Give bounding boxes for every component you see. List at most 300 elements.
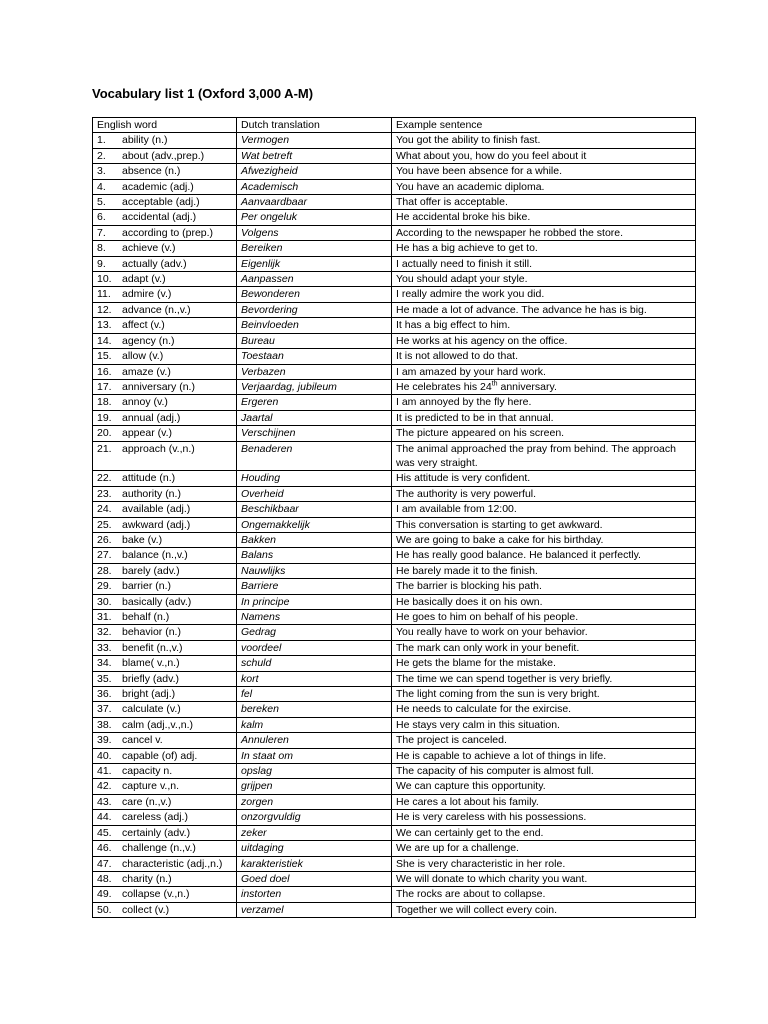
english-word-cell [93,625,237,640]
dutch-translation-cell: Nauwlijks [237,563,392,578]
example-sentence-cell [392,410,696,425]
example-sentence-cell [392,426,696,441]
example-sentence: He celebrates his 24 [396,380,492,393]
example-sentence: He is capable to achieve a lot of things in life. [396,749,607,762]
table-row [93,302,696,317]
row-number: 10. [97,273,112,286]
row-number: 28. [97,564,112,577]
dutch-translation-cell: Bevordering [237,302,392,317]
example-sentence: He gets the blame for the mistake. [396,657,556,670]
table-row [93,410,696,425]
example-sentence-cell [392,779,696,794]
row-number: 22. [97,472,112,485]
table-row [93,426,696,441]
example-sentence-cell [392,687,696,702]
dutch-translation-cell: opslag [237,764,392,779]
example-sentence-cell [392,856,696,871]
example-sentence-cell [392,241,696,256]
dutch-translation-cell: Bereiken [237,241,392,256]
header-example-sentence: Example sentence [392,118,696,133]
row-number: 38. [97,718,112,731]
table-row [93,379,696,394]
row-number: 50. [97,903,112,916]
english-word: care (n.,v.) [122,795,172,808]
english-word: agency (n.) [122,334,175,347]
english-word: about (adv.,prep.) [122,149,205,162]
dutch-translation-cell: Verbazen [237,364,392,379]
dutch-translation-cell: Bewonderen [237,287,392,302]
example-sentence-cell [392,164,696,179]
english-word-cell [93,779,237,794]
table-row [93,579,696,594]
english-word-cell [93,318,237,333]
example-sentence: The picture appeared on his screen. [396,427,565,440]
row-number: 1. [97,134,106,147]
row-number: 15. [97,350,112,363]
dutch-translation-cell: Bureau [237,333,392,348]
dutch-translation-cell: onzorgvuldig [237,810,392,825]
dutch-translation-cell: schuld [237,656,392,671]
english-word-cell [93,426,237,441]
dutch-translation-cell: zeker [237,825,392,840]
table-row [93,871,696,886]
example-sentence: I am available from 12:00. [396,503,517,516]
english-word-cell [93,610,237,625]
table-row [93,164,696,179]
english-word-cell [93,640,237,655]
example-sentence: We are going to bake a cake for his birthday. [396,533,604,546]
table-row [93,333,696,348]
example-sentence-cell [392,748,696,763]
row-number: 8. [97,242,106,255]
example-sentence-cell [392,871,696,886]
example-sentence: The light coming from the sun is very bright. [396,688,600,701]
example-sentence: He works at his agency on the office. [396,334,568,347]
dutch-translation-cell: Vermogen [237,133,392,148]
row-number: 33. [97,641,112,654]
document-title: Vocabulary list 1 (Oxford 3,000 A-M) [92,86,314,101]
english-word-cell [93,486,237,501]
example-sentence-cell [392,841,696,856]
row-number: 6. [97,211,106,224]
example-sentence: It has a big effect to him. [396,319,511,332]
example-sentence-cell [392,333,696,348]
example-sentence-cell [392,318,696,333]
row-number: 49. [97,888,112,901]
english-word-cell [93,379,237,394]
ordinal-superscript: th [491,380,498,388]
english-word-cell [93,148,237,163]
dutch-translation-cell: karakteristiek [237,856,392,871]
dutch-translation-cell: Wat betreft [237,148,392,163]
example-sentence: It is predicted to be in that annual. [396,411,554,424]
row-number: 41. [97,765,112,778]
english-word: characteristic (adj.,n.) [122,857,223,870]
english-word: accidental (adj.) [122,211,197,224]
english-word-cell [93,810,237,825]
dutch-translation-cell: Verjaardag, jubileum [237,379,392,394]
english-word: challenge (n.,v.) [122,842,196,855]
english-word: ability (n.) [122,134,168,147]
english-word: cancel v. [122,734,163,747]
table-row [93,810,696,825]
example-sentence-continued: anniversary. [497,380,557,393]
english-word: annual (adj.) [122,411,181,424]
english-word: benefit (n.,v.) [122,641,183,654]
example-sentence: According to the newspaper he robbed the store. [396,226,624,239]
example-sentence-cell [392,210,696,225]
table-row [93,779,696,794]
english-word: available (adj.) [122,503,191,516]
row-number: 5. [97,196,106,209]
dutch-translation-cell: Balans [237,548,392,563]
row-number: 48. [97,872,112,885]
table-row [93,486,696,501]
example-sentence-cell [392,794,696,809]
dutch-translation-cell: Jaartal [237,410,392,425]
row-number: 21. [97,442,112,455]
english-word-cell [93,441,237,471]
example-sentence-cell [392,548,696,563]
english-word: approach (v.,n.) [122,442,195,455]
english-word: barrier (n.) [122,580,172,593]
example-sentence-cell [392,579,696,594]
table-row [93,856,696,871]
english-word-cell [93,887,237,902]
dutch-translation-cell: Volgens [237,225,392,240]
english-word: appear (v.) [122,427,172,440]
english-word: bake (v.) [122,533,163,546]
english-word-cell [93,517,237,532]
english-word-cell [93,195,237,210]
dutch-translation-cell: Per ongeluk [237,210,392,225]
example-sentence-cell [392,702,696,717]
example-sentence-cell [392,272,696,287]
dutch-translation-cell: kort [237,671,392,686]
table-row [93,395,696,410]
row-number: 14. [97,334,112,347]
table-row [93,502,696,517]
row-number: 18. [97,396,112,409]
dutch-translation-cell: Verschijnen [237,426,392,441]
example-sentence-cell [392,395,696,410]
table-header-row [93,118,696,133]
example-sentence-cell [392,133,696,148]
table-row [93,640,696,655]
english-word-cell [93,594,237,609]
english-word: basically (adv.) [122,595,192,608]
example-sentence: The mark can only work in your benefit. [396,641,580,654]
example-sentence-cell [392,825,696,840]
example-sentence: He is very careless with his possessions. [396,811,587,824]
dutch-translation-cell: Namens [237,610,392,625]
example-sentence: The rocks are about to collapse. [396,888,546,901]
example-sentence: She is very characteristic in her role. [396,857,566,870]
english-word-cell [93,333,237,348]
english-word: advance (n.,v.) [122,303,191,316]
english-word: collapse (v.,n.) [122,888,190,901]
english-word: anniversary (n.) [122,380,195,393]
example-sentence: He basically does it on his own. [396,595,543,608]
example-sentence-cell [392,532,696,547]
table-row [93,179,696,194]
row-number: 23. [97,487,112,500]
table-row [93,195,696,210]
dutch-translation-cell: Beschikbaar [237,502,392,517]
example-sentence-cell [392,225,696,240]
row-number: 11. [97,288,111,301]
example-sentence-cell [392,717,696,732]
example-sentence-cell [392,594,696,609]
english-word-cell [93,671,237,686]
example-sentence: We can capture this opportunity. [396,780,546,793]
example-sentence-cell [392,379,696,394]
example-sentence: He cares a lot about his family. [396,795,539,808]
english-word: calm (adj.,v.,n.) [122,718,193,731]
example-sentence: You got the ability to finish fast. [396,134,541,147]
english-word-cell [93,225,237,240]
example-sentence: His attitude is very confident. [396,472,531,485]
english-word: acceptable (adj.) [122,196,200,209]
dutch-translation-cell: Bakken [237,532,392,547]
example-sentence-cell [392,287,696,302]
example-sentence-cell [392,902,696,917]
english-word-cell [93,656,237,671]
dutch-translation-cell: Ongemakkelijk [237,517,392,532]
english-word: amaze (v.) [122,365,171,378]
english-word: actually (adv.) [122,257,187,270]
english-word-cell [93,395,237,410]
english-word-cell [93,471,237,486]
dutch-translation-cell: Houding [237,471,392,486]
table-row [93,717,696,732]
table-row [93,563,696,578]
example-sentence-cell [392,625,696,640]
english-word-cell [93,241,237,256]
example-sentence: He accidental broke his bike. [396,211,531,224]
dutch-translation-cell: instorten [237,887,392,902]
row-number: 45. [97,826,112,839]
english-word: annoy (v.) [122,396,168,409]
english-word: blame( v.,n.) [122,657,180,670]
example-sentence-cell [392,810,696,825]
example-sentence: He needs to calculate for the exircise. [396,703,572,716]
example-sentence-cell [392,671,696,686]
example-sentence: The time we can spend together is very briefly. [396,672,613,685]
row-number: 36. [97,688,112,701]
english-word: behavior (n.) [122,626,181,639]
example-sentence-cell [392,733,696,748]
english-word: affect (v.) [122,319,165,332]
example-sentence-cell [392,610,696,625]
english-word: achieve (v.) [122,242,176,255]
row-number: 46. [97,842,112,855]
example-sentence: He goes to him on behalf of his people. [396,611,579,623]
example-sentence: We will donate to which charity you want. [396,872,588,885]
table-row [93,225,696,240]
row-number: 40. [97,749,112,762]
dutch-translation-cell: Annuleren [237,733,392,748]
table-row [93,748,696,763]
table-row [93,210,696,225]
english-word: capable (of) adj. [122,749,198,762]
english-word: awkward (adj.) [122,518,191,531]
example-sentence: I actually need to finish it still. [396,257,532,270]
english-word-cell [93,871,237,886]
row-number: 34. [97,657,112,670]
example-sentence: He has a big achieve to get to. [396,242,538,255]
example-sentence: He has really good balance. He balanced it perfectly. [396,549,641,562]
row-number: 31. [97,611,112,623]
row-number: 9. [97,257,106,270]
row-number: 20. [97,427,112,440]
english-word: briefly (adv.) [122,672,179,685]
table-row [93,794,696,809]
english-word: collect (v.) [122,903,170,916]
dutch-translation-cell: bereken [237,702,392,717]
example-sentence: I am annoyed by the fly here. [396,396,532,409]
example-sentence: The authority is very powerful. [396,487,537,500]
example-sentence-cell [392,656,696,671]
english-word-cell [93,733,237,748]
dutch-translation-cell: Goed doel [237,871,392,886]
example-sentence: The capacity of his computer is almost full. [396,765,594,778]
table-row [93,441,696,471]
english-word-cell [93,164,237,179]
example-sentence: You should adapt your style. [396,273,528,286]
row-number: 39. [97,734,112,747]
example-sentence-cell [392,640,696,655]
english-word: according to (prep.) [122,226,214,239]
table-row [93,702,696,717]
english-word: behalf (n.) [122,611,170,623]
row-number: 16. [97,365,112,378]
table-row [93,133,696,148]
table-row [93,532,696,547]
row-number: 30. [97,595,112,608]
english-word: charity (n.) [122,872,172,885]
example-sentence: I really admire the work you did. [396,288,545,301]
english-word: authority (n.) [122,487,181,500]
english-word-cell [93,532,237,547]
row-number: 35. [97,672,112,685]
dutch-translation-cell: Academisch [237,179,392,194]
dutch-translation-cell: Toestaan [237,349,392,364]
table-row [93,733,696,748]
english-word: allow (v.) [122,350,164,363]
example-sentence: I am amazed by your hard work. [396,365,546,378]
english-word-cell [93,794,237,809]
row-number: 2. [97,149,106,162]
table-row [93,610,696,625]
english-word: absence (n.) [122,165,181,178]
example-sentence: The barrier is blocking his path. [396,580,542,593]
example-sentence: What about you, how do you feel about it [396,149,587,162]
english-word-cell [93,748,237,763]
example-sentence: That offer is acceptable. [396,196,508,209]
english-word-cell [93,179,237,194]
example-sentence-cell [392,471,696,486]
english-word: admire (v.) [122,288,172,301]
table-row [93,625,696,640]
table-row [93,471,696,486]
table-row [93,517,696,532]
row-number: 26. [97,533,112,546]
english-word-cell [93,302,237,317]
example-sentence-cell [392,195,696,210]
dutch-translation-cell: Ergeren [237,395,392,410]
example-sentence: Together we will collect every coin. [396,903,558,916]
table-row [93,364,696,379]
example-sentence-cell [392,502,696,517]
table-row [93,272,696,287]
example-sentence: We can certainly get to the end. [396,826,544,839]
english-word-cell [93,502,237,517]
vocabulary-table [92,117,696,918]
dutch-translation-cell: zorgen [237,794,392,809]
english-word: capture v.,n. [122,780,180,793]
header-dutch-translation: Dutch translation [237,118,392,133]
table-row [93,349,696,364]
english-word-cell [93,841,237,856]
english-word-cell [93,410,237,425]
row-number: 17. [97,380,112,393]
example-sentence: You really have to work on your behavior. [396,626,588,639]
table-row [93,287,696,302]
dutch-translation-cell: fel [237,687,392,702]
row-number: 44. [97,811,112,824]
table-row [93,687,696,702]
dutch-translation-cell: Barriere [237,579,392,594]
table-row [93,671,696,686]
row-number: 42. [97,780,112,793]
example-sentence: We are up for a challenge. [396,842,519,855]
dutch-translation-cell: Beinvloeden [237,318,392,333]
table-row [93,548,696,563]
table-row [93,148,696,163]
english-word: bright (adj.) [122,688,176,701]
example-sentence: He barely made it to the finish. [396,564,538,577]
table-row [93,902,696,917]
english-word-cell [93,210,237,225]
dutch-translation-cell: kalm [237,717,392,732]
example-sentence-cell [392,517,696,532]
dutch-translation-cell: uitdaging [237,841,392,856]
example-sentence: The animal approached the pray from behind. The approach was very straight. [396,442,676,469]
row-number: 7. [97,226,106,239]
english-word-cell [93,563,237,578]
table-row [93,656,696,671]
english-word: attitude (n.) [122,472,176,485]
example-sentence-cell [392,441,696,471]
example-sentence-cell [392,364,696,379]
table-row [93,594,696,609]
row-number: 47. [97,857,112,870]
dutch-translation-cell: Aanvaardbaar [237,195,392,210]
english-word: calculate (v.) [122,703,181,716]
example-sentence-cell [392,256,696,271]
row-number: 27. [97,549,112,562]
dutch-translation-cell: grijpen [237,779,392,794]
dutch-translation-cell: Afwezigheid [237,164,392,179]
row-number: 25. [97,518,112,531]
english-word: careless (adj.) [122,811,188,824]
row-number: 37. [97,703,112,716]
example-sentence: The project is canceled. [396,734,507,747]
table-row [93,256,696,271]
example-sentence: It is not allowed to do that. [396,350,518,363]
dutch-translation-cell: Overheid [237,486,392,501]
